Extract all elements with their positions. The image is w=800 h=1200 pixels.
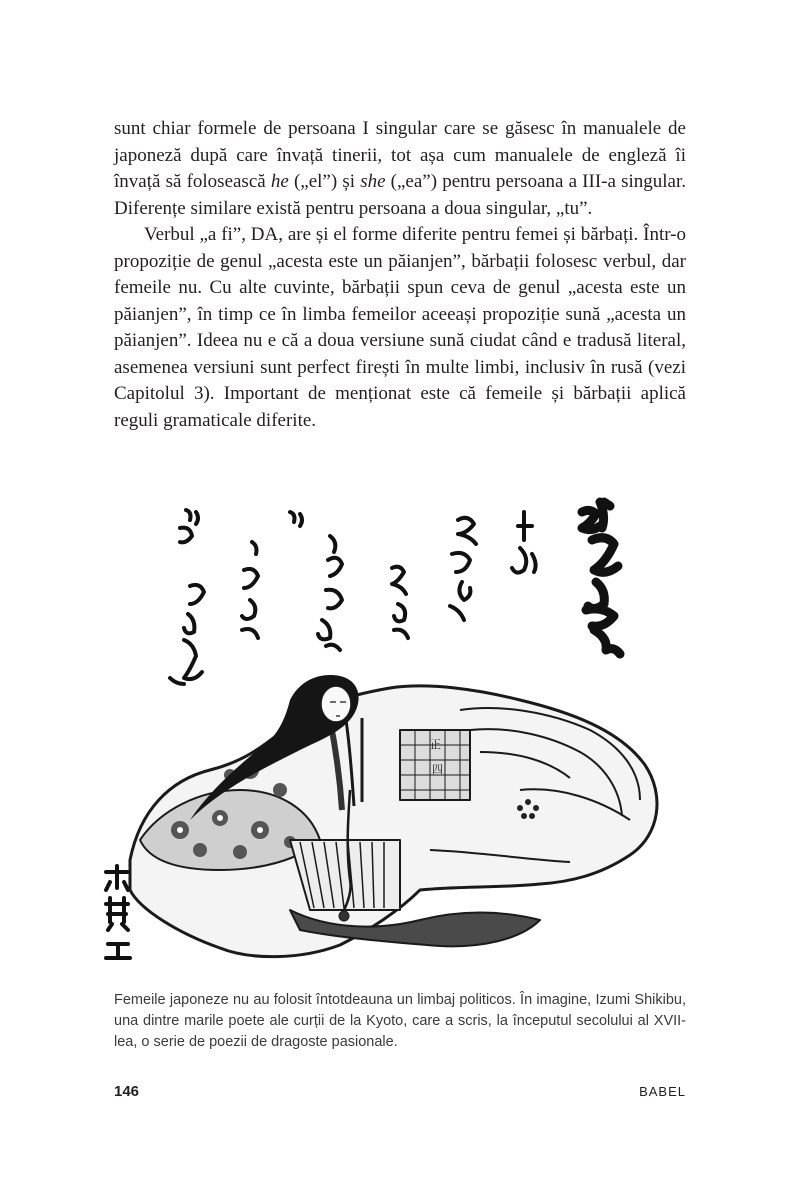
paragraph-1: sunt chiar formele de persoana I singular care se găsesc în manualele de japoneză după care învață tinerii, tot așa cum manualele de engleză îi învață să folosească he („el”) și she („ea”) pentru persoana a III-a singular. Diferențe similare există pentru persoana a doua singular, „tu”.	[114, 118, 686, 219]
robe-text-2: 四	[432, 763, 443, 776]
artist-seal-icon	[106, 866, 130, 958]
illustration-izumi-shikibu	[100, 490, 700, 975]
court-lady-figure	[130, 675, 657, 957]
robe-text-1: 正	[430, 738, 441, 751]
word-he: he	[270, 171, 289, 192]
figure-caption: Femeile japoneze nu au folosit întotdeauna un limbaj politicos. În imagine, Izumi Shikibu, una dintre marile poete ale curții de la Kyoto, care a scris, la începutul secolului al XVII-lea, o serie de poezii de dragoste pasionale.	[114, 992, 686, 1050]
calligraphy-columns	[170, 502, 620, 684]
body-text	[114, 116, 686, 434]
paragraph-2: Verbul „a fi”, DA, are și el forme diferite pentru femei și bărbați. Într-o propoziție de genul „acesta este un păianjen”, bărbații folosesc verbul, dar femeile nu. Cu alte cuvinte, bărbații spun ceva de genul „acesta este un păianjen”, în timp ce în limba femeilor aceeași propoziție sună „acesta un păianjen”. Ideea nu e că a doua versiune sună ciudat când e tradusă literal, asemenea versiuni sunt perfect firești în multe limbi, inclusiv în rusă (vezi Capitolul 3). Important de menționat este că femeile și bărbații aplică reguli gramaticale diferite.	[114, 224, 686, 431]
word-she: she	[360, 171, 386, 192]
page-number: 146	[114, 1083, 140, 1100]
running-head: BABEL	[639, 1084, 686, 1099]
